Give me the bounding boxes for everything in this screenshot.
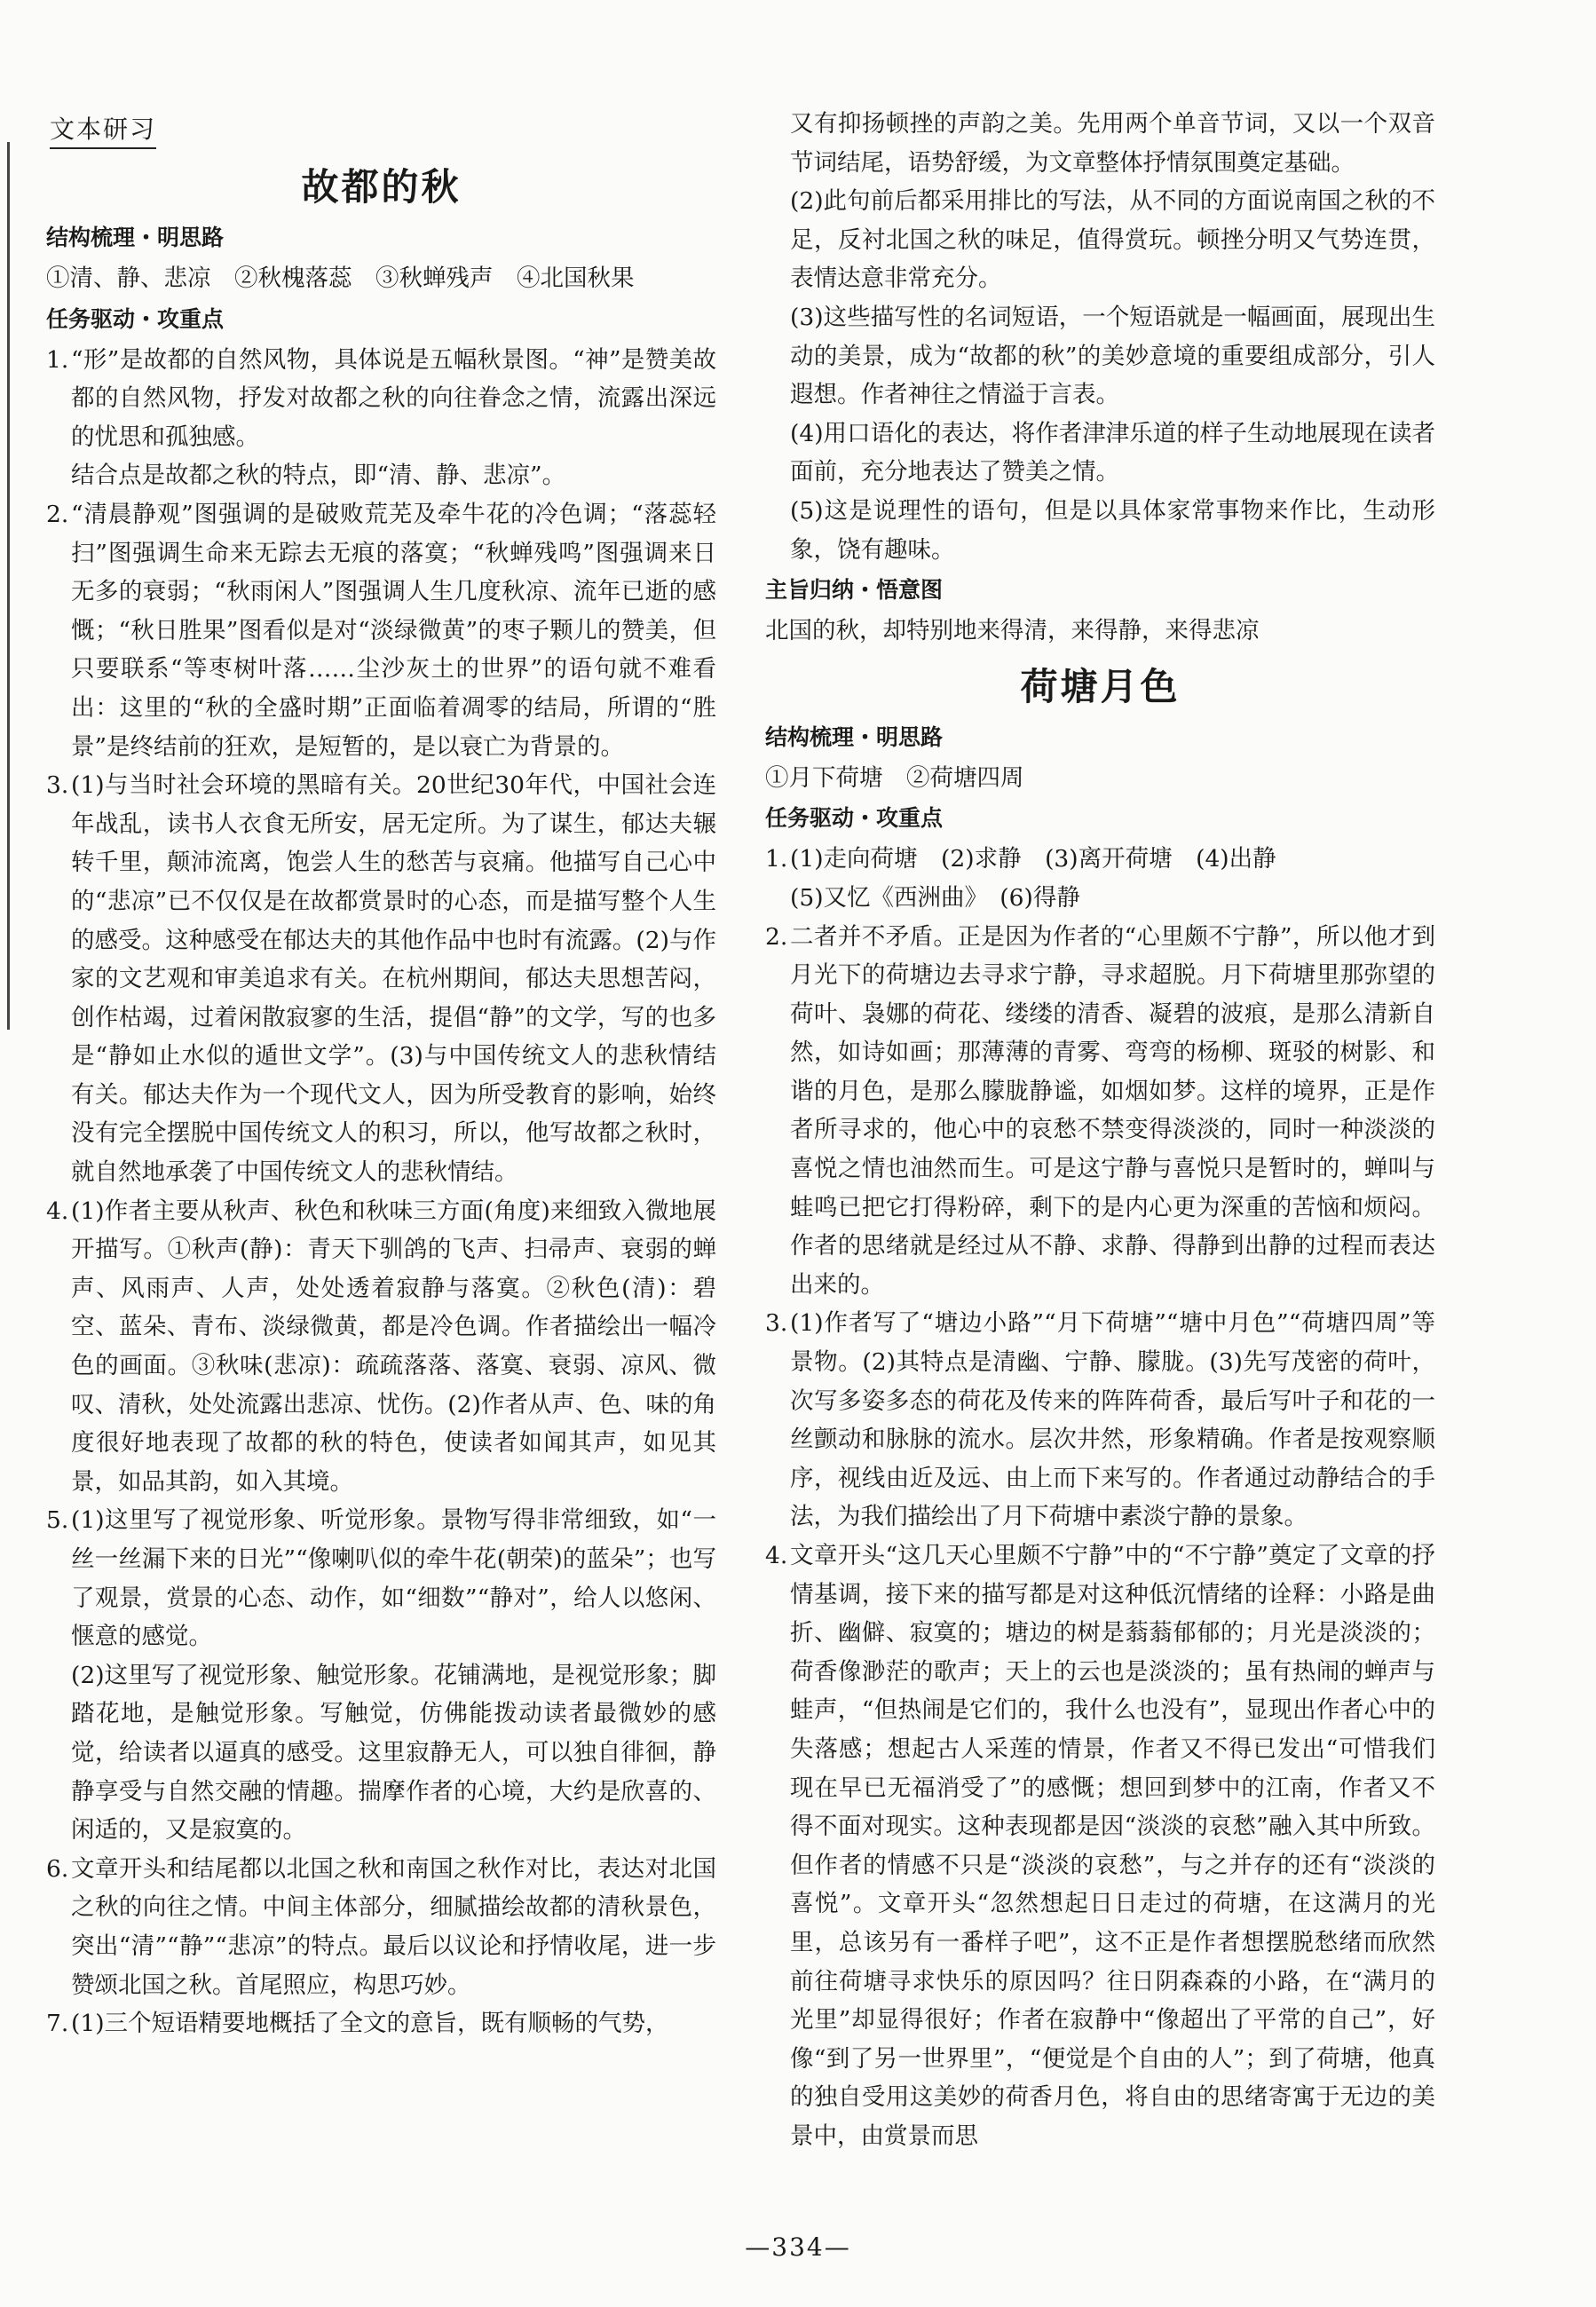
item-body	[790, 1537, 1435, 2156]
margin-rule	[7, 142, 10, 1030]
answer-item	[46, 1192, 716, 1502]
answer-paragraph: (4)用口语化的表达，将作者津津乐道的样子生动地展现在读者面前，充分地表达了赞美之情。	[790, 419, 1435, 486]
left-item-list	[46, 341, 716, 2043]
right-item-list	[765, 840, 1435, 2155]
item-paragraph: 文章开头“这几天心里颇不宁静”中的“不宁静”奠定了文章的抒情基调，接下来的描写都是对这种低沉情绪的诠释：小路是曲折、幽僻、寂寞的；塘边的树是蓊蓊郁郁的；月光是淡淡的；荷香像渺茫的歌声；天上的云也是淡淡的；虽有热闹的蝉声与蛙声，“但热闹是它们的，我什么也没有”，显现出作者心中的失落感；想起古人采莲的情景，作者又不得已发出“可惜我们现在早已无福消受了”的感慨；想回到梦中的江南，作者又不得不面对现实。这种表现都是因“淡淡的哀愁”融入其中所致。但作者的情感不只是“淡淡的哀愁”，与之并存的还有“淡淡的喜悦”。文章开头“忽然想起日日走过的荷塘，在这满月的光里，总该另有一番样子吧”，这不正是作者想摆脱愁绪而欣然前往荷塘寻求快乐的原因吗？往日阴森森的小路，在“满月的光里”却显得很好；作者在寂静中“像超出了平常的自己”，好像“到了另一世界里”，“便觉是个自由的人”；到了荷塘，他真的独自受用这美妙的荷香月色，将自由的思绪寄寓于无边的美景中，由赏景而思	[790, 1542, 1435, 2150]
item-body	[790, 1304, 1435, 1537]
item-paragraph: (2)这里写了视觉形象、触觉形象。花铺满地，是视觉形象；脚踏花地，是触觉形象。写触觉，仿佛能拨动读者最微妙的感觉，给读者以逼真的感受。这里寂静无人，可以独自徘徊，静静享受与自然交融的情趣。揣摩作者的心境，大约是欣喜的、闲适的，又是寂寞的。	[71, 1661, 716, 1845]
answer-paragraph: 又有抑扬顿挫的声韵之美。先用两个单音节词，又以一个双音节词结尾，语势舒缓，为文章整体抒情氛围奠定基础。	[790, 110, 1435, 177]
answer-paragraph: (5)这是说理性的语句，但是以具体家常事物来作比，生动形象，饶有趣味。	[790, 496, 1435, 564]
item-number: 4.	[765, 1542, 788, 1569]
answer-item	[46, 495, 716, 766]
item-number: 2.	[46, 500, 69, 528]
answer-item	[46, 1501, 716, 1849]
item-paragraph: “形”是故都的自然风物，具体说是五幅秋景图。“神”是赞美故都的自然风物，抒发对故都之秋的向往眷念之情，流露出深远的忧思和孤独感。	[71, 345, 716, 451]
item-paragraph: (5)又忆《西洲曲》 (6)得静	[790, 883, 1080, 912]
item-paragraph: (1)三个短语精要地概括了全文的意旨，既有顺畅的气势，	[71, 2010, 669, 2038]
item-paragraph: (1)作者写了“塘边小路”“月下荷塘”“塘中月色”“荷塘四周”等景物。(2)其特点是清幽、宁静、朦胧。(3)先写茂密的荷叶，次写多姿多态的荷花及传来的阵阵荷香，最后写叶子和花的一丝颤动和脉脉的流水。层次井然，形象精确。作者是按观察顺序，视线由近及远、由上而下来写的。作者通过动静结合的手法，为我们描绘出了月下荷塘中素淡宁静的景象。	[790, 1309, 1435, 1531]
item-paragraph: (1)作者主要从秋声、秋色和秋味三方面(角度)来细致入微地展开描写。①秋声(静)：青天下驯鸽的飞声、扫帚声、衰弱的蝉声、风雨声、人声，处处透着寂静与落寞。②秋色(清)：碧空、蓝朵、青布、淡绿微黄，都是冷色调。作者描绘出一幅冷色的画面。③秋味(悲凉)：疏疏落落、落寞、衰弱、凉风、微叹、清秋，处处流露出悲凉、忧伤。(2)作者从声、色、味的角度很好地表现了故都的秋的特色，使读者如闻其声，如见其景，如品其韵，如入其境。	[71, 1197, 716, 1496]
answer-paragraph: (3)这些描写性的名词短语，一个短语就是一幅画面，展现出生动的美景，成为“故都的秋”的美妙意境的重要组成部分，引人遐想。作者神往之情溢于言表。	[790, 303, 1435, 409]
item-body	[71, 341, 716, 495]
article-title-1: 故都的秋	[301, 165, 462, 209]
answer-item	[765, 1537, 1435, 2156]
heading-task-2: 任务驱动・攻重点	[765, 805, 944, 832]
answer-item	[765, 840, 1435, 917]
answer-item	[46, 766, 716, 1192]
item-number: 3.	[765, 1309, 788, 1338]
item-paragraph: 文章开头和结尾都以北国之秋和南国之秋作对比，表达对北国之秋的向往之情。中间主体部分，细腻描绘故都的清秋景色，突出“清”“静”“悲凉”的特点。最后以议论和抒情收尾，进一步赞颂北国之秋。首尾照应，构思巧妙。	[71, 1854, 716, 1999]
item-body	[790, 918, 1435, 1305]
item-paragraph: (1)与当时社会环境的黑暗有关。20世纪30年代，中国社会连年战乱，读书人衣食无所安，居无定所。为了谋生，郁达夫辗转千里，颠沛流离，饱尝人生的愁苦与哀痛。他描写自己心中的“悲凉”已不仅仅是在故都赏景时的心态，而是描写整个人生的感受。这种感受在郁达夫的其他作品中也时有流露。(2)与作家的文艺观和审美追求有关。在杭州期间，郁达夫思想苦闷，创作枯竭，过着闲散寂寥的生活，提倡“静”的文学，写的也多是“静如止水似的遁世文学”。(3)与中国传统文人的悲秋情结有关。郁达夫作为一个现代文人，因为所受教育的影响，始终没有完全摆脱中国传统文人的积习，所以，他写故都之秋时，就自然地承袭了中国传统文人的悲秋情结。	[71, 771, 716, 1187]
answer-item	[765, 1304, 1435, 1537]
answer-item	[46, 2004, 716, 2043]
item-paragraph: “清晨静观”图强调的是破败荒芜及牵牛花的冷色调；“落蕊轻扫”图强调生命来无踪去无痕的落寞；“秋蝉残鸣”图强调来日无多的衰弱；“秋雨闲人”图强调人生几度秋凉、流年已逝的感慨；“秋日胜果”图看似是对“淡绿微黄”的枣子颗儿的赞美，但只要联系“等枣树叶落……尘沙灰土的世界”的语句就不难看出：这里的“秋的全盛时期”正面临着凋零的结局，所谓的“胜景”是终结前的狂欢，是短暂的，是以衰亡为背景的。	[71, 500, 716, 761]
continued-answer-7	[765, 105, 1435, 569]
structure-text-2: ①月下荷塘 ②荷塘四周	[765, 763, 1024, 792]
right-column	[765, 105, 1435, 2156]
item-body	[71, 495, 716, 766]
item-number: 1.	[765, 845, 788, 873]
item-body	[71, 1501, 716, 1849]
item-number: 5.	[46, 1506, 69, 1535]
item-body	[71, 766, 716, 1192]
heading-structure-1: 结构梳理・明思路	[46, 225, 225, 250]
item-paragraph: 二者并不矛盾。正是因为作者的“心里颇不宁静”，所以他才到月光下的荷塘边去寻求宁静，寻求超脱。月下荷塘里那弥望的荷叶、袅娜的荷花、缕缕的清香、凝碧的波痕，是那么清新自然，如诗如画；那薄薄的青雾、弯弯的杨柳、斑驳的树影、和谐的月色，是那么朦胧静谧，如烟如梦。这样的境界，正是作者所寻求的，他心中的哀愁不禁变得淡淡的，同时一种淡淡的喜悦之情也油然而生。可是这宁静与喜悦只是暂时的，蝉叫与蛙鸣已把它打得粉碎，剩下的是内心更为深重的苦恼和烦闷。作者的思绪就是经过从不静、求静、得静到出静的过程而表达出来的。	[790, 922, 1435, 1299]
answer-item	[46, 1850, 716, 2004]
answer-paragraph: (2)此句前后都采用排比的写法，从不同的方面说南国之秋的不足，反衬北国之秋的味足，值得赏玩。顿挫分明又气势连贯，表情达意非常充分。	[790, 187, 1435, 293]
item-number: 6.	[46, 1854, 69, 1883]
answer-item	[46, 341, 716, 495]
item-paragraph: 结合点是故都之秋的特点，即“清、静、悲凉”。	[71, 462, 566, 490]
theme-text: 北国的秋，却特别地来得清，来得静，来得悲凉	[765, 617, 1260, 645]
structure-text-1: ①清、静、悲凉 ②秋槐落蕊 ③秋蝉残声 ④北国秋果	[46, 265, 635, 292]
answer-item	[765, 918, 1435, 1305]
heading-structure-2: 结构梳理・明思路	[765, 723, 944, 750]
heading-theme: 主旨归纳・悟意图	[765, 577, 944, 604]
item-paragraph: (1)走向荷塘 (2)求静 (3)离开荷塘 (4)出静	[790, 845, 1276, 873]
left-column	[46, 151, 716, 2043]
article-title-2: 荷塘月色	[1020, 664, 1181, 708]
item-paragraph: (1)这里写了视觉形象、听觉形象。景物写得非常细致，如“一丝一丝漏下来的日光”“像喇叭似的牵牛花(朝荣)的蓝朵”；也写了观景，赏景的心态、动作，如“细数”“静对”，给人以悠闲、惬意的感觉。	[71, 1506, 716, 1651]
heading-task-1: 任务驱动・攻重点	[46, 305, 225, 332]
item-body	[71, 1192, 716, 1502]
item-body	[71, 1850, 716, 2004]
item-body	[790, 840, 1435, 917]
item-number: 3.	[46, 771, 69, 800]
item-number: 4.	[46, 1197, 69, 1225]
page-number: —334—	[745, 2232, 851, 2262]
item-number: 7.	[46, 2010, 69, 2038]
item-number: 1.	[46, 345, 69, 374]
item-body	[71, 2004, 716, 2043]
section-tag: 文本研习	[50, 110, 156, 149]
item-number: 2.	[765, 922, 788, 951]
